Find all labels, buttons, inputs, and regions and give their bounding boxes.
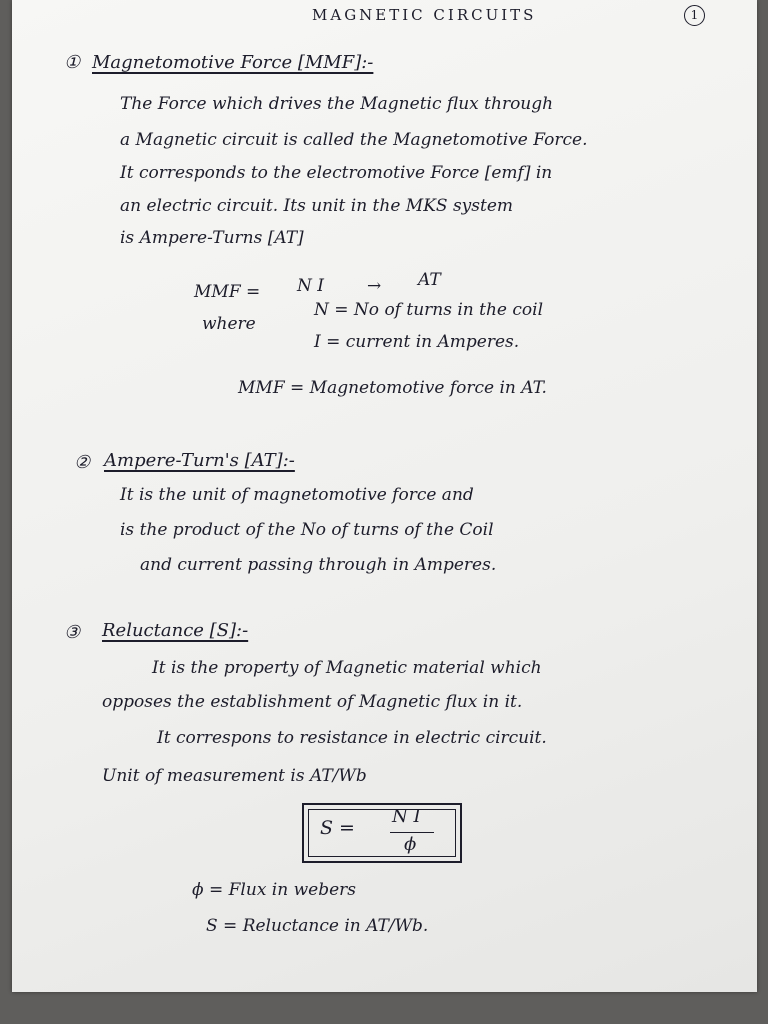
mmf-line-2: a Magnetic circuit is called the Magnetomotive Force. bbox=[120, 130, 588, 150]
reluctance-formula-lhs: S = bbox=[320, 817, 355, 839]
reluctance-line-2: opposes the establishment of Magnetic flux in it. bbox=[102, 692, 523, 712]
mmf-formula-rhs: N I bbox=[297, 276, 324, 296]
fraction-bar bbox=[390, 832, 434, 833]
where-i: I = current in Amperes. bbox=[314, 332, 520, 352]
mmf-heading: Magnetomotive Force [MMF]:- bbox=[92, 52, 374, 73]
page-title: MAGNETIC CIRCUITS bbox=[312, 6, 537, 24]
notebook-page bbox=[12, 0, 757, 992]
def-s: S = Reluctance in AT/Wb. bbox=[206, 916, 429, 936]
reluctance-formula-denominator: ϕ bbox=[404, 834, 417, 855]
section-number-2: ② bbox=[74, 452, 91, 473]
section-number-3: ③ bbox=[64, 622, 81, 643]
reluctance-formula-numerator: N I bbox=[392, 806, 421, 827]
def-phi: ϕ = Flux in webers bbox=[192, 880, 357, 900]
at-line-2: is the product of the No of turns of the Coil bbox=[120, 520, 494, 540]
mmf-line-3: It corresponds to the electromotive Force [emf] in bbox=[120, 163, 553, 183]
reluctance-line-4: Unit of measurement is AT/Wb bbox=[102, 766, 367, 786]
arrow-icon: → bbox=[367, 276, 382, 296]
where-mmf: MMF = Magnetomotive force in AT. bbox=[238, 378, 547, 398]
reluctance-line-3: It correspons to resistance in electric circuit. bbox=[157, 728, 547, 748]
at-line-1: It is the unit of magnetomotive force and bbox=[120, 485, 474, 505]
at-line-3: and current passing through in Amperes. bbox=[140, 555, 497, 575]
section-number-1: ① bbox=[64, 52, 81, 73]
reluctance-heading: Reluctance [S]:- bbox=[102, 620, 249, 641]
where-n: N = No of turns in the coil bbox=[314, 300, 544, 320]
mmf-formula-lhs: MMF = bbox=[194, 282, 261, 302]
at-heading: Ampere-Turn's [AT]:- bbox=[104, 450, 295, 471]
mmf-line-1: The Force which drives the Magnetic flux through bbox=[120, 94, 554, 114]
mmf-line-4: an electric circuit. Its unit in the MKS system bbox=[120, 196, 514, 216]
reluctance-line-1: It is the property of Magnetic material which bbox=[152, 658, 542, 678]
mmf-line-5: is Ampere-Turns [AT] bbox=[120, 228, 304, 248]
page-number: 1 bbox=[684, 5, 705, 26]
mmf-formula-unit: AT bbox=[418, 270, 441, 290]
where-label: where bbox=[202, 314, 256, 334]
